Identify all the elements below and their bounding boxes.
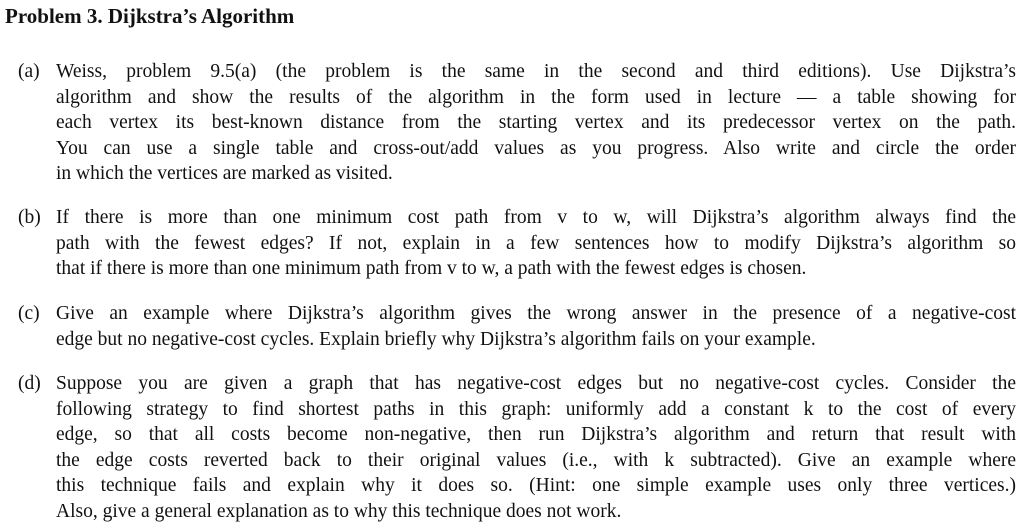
- part-a-line: in which the vertices are marked as visited.: [56, 163, 393, 185]
- part-b-line: that if there is more than one minimum path from v to w, a path with the fewest edges is chosen.: [56, 258, 807, 280]
- part-c-line: edge but no negative-cost cycles. Explain briefly why Dijkstra’s algorithm fails on your example.: [56, 328, 816, 350]
- part-c-line: Give an example where Dijkstra’s algorithm gives the wrong answer in the presence of a negative-cost: [56, 303, 1016, 324]
- part-b-line: path with the fewest edges? If not, explain in a few sentences how to modify Dijkstra’s algorithm so: [56, 232, 1016, 254]
- part-a-line: Weiss, problem 9.5(a) (the problem is the same in the second and third editions). Use Dijkstra’s: [56, 61, 1016, 82]
- part-b-text: [56, 205, 1016, 282]
- part-a-line: You can use a single table and cross-out/add values as you progress. Also write and circle the order: [56, 137, 1016, 159]
- part-d-line: Suppose you are given a graph that has negative-cost edges but no negative-cost cycles. Consider the: [56, 373, 1016, 394]
- part-c-label: (c): [18, 303, 40, 324]
- part-d-text: [56, 371, 1016, 525]
- part-b-label: (b): [18, 207, 41, 228]
- part-d-line: Also, give a general explanation as to why this technique does not work.: [56, 500, 622, 522]
- part-a-text: [56, 59, 1016, 187]
- part-d-line: this technique fails and explain why it does so. (Hint: one simple example uses only three vertices.): [56, 475, 1016, 497]
- part-c-text: [56, 301, 1016, 352]
- part-d-line: the edge costs reverted back to their original values (i.e., with k subtracted). Give an example where: [56, 449, 1016, 471]
- part-d-label: (d): [18, 373, 41, 394]
- part-a-line: each vertex its best-known distance from the starting vertex and its predecessor vertex on the path.: [56, 112, 1016, 134]
- part-a-label: (a): [18, 61, 40, 82]
- part-b-line: If there is more than one minimum cost path from v to w, will Dijkstra’s algorithm always find the: [56, 207, 1016, 228]
- part-d-line: edge, so that all costs become non-negative, then run Dijkstra’s algorithm and return that result with: [56, 424, 1016, 446]
- problem-title: Problem 3. Dijkstra’s Algorithm: [5, 4, 295, 28]
- part-a-line: algorithm and show the results of the algorithm in the form used in lecture — a table showing for: [56, 86, 1016, 108]
- part-d-line: following strategy to find shortest paths in this graph: uniformly add a constant k to the cost of every: [56, 398, 1016, 420]
